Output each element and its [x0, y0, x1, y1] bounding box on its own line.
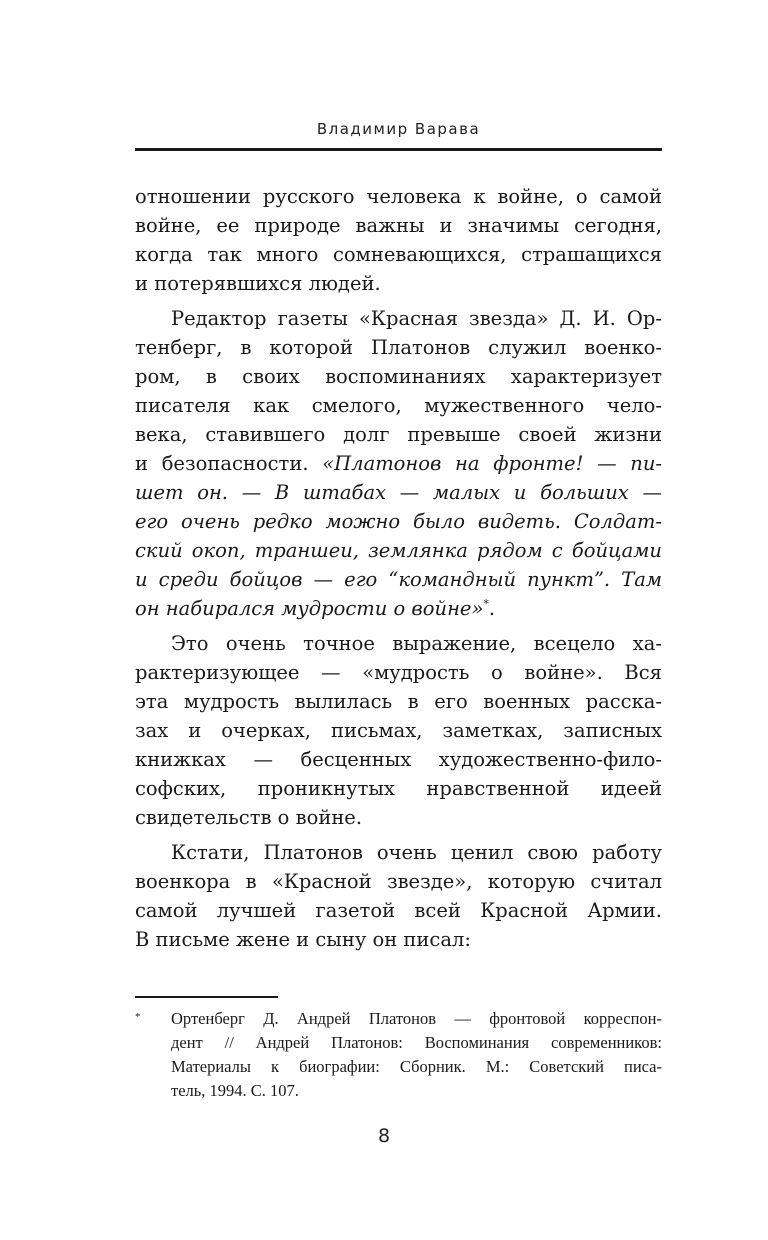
quote-line: ский окоп, траншеи, землянка рядом с бойцами	[135, 539, 662, 562]
footnote-line: дент // Андрей Платонов: Воспоминания современников:	[171, 1033, 662, 1052]
text-line: Редактор газеты «Красная звезда» Д. И. Ор-	[171, 307, 662, 330]
running-header: Владимир Варава	[316, 120, 481, 138]
text-line: войне, ее природе важны и значимы сегодня,	[135, 214, 662, 237]
text-line: ром, в своих воспоминаниях характеризует	[135, 365, 662, 388]
text-line: отношении русского человека к войне, о самой	[135, 185, 662, 208]
text-line: самой лучшей газетой всей Красной Армии.	[135, 899, 662, 922]
quote-line: он набирался мудрости о войне»*.	[135, 597, 496, 620]
text-line: книжках — бесценных художественно-фило-	[135, 748, 662, 771]
footnote	[135, 1007, 662, 1103]
text-line: Кстати, Платонов очень ценил свою работу	[171, 841, 662, 864]
quote-line: его очень редко можно было видеть. Солдат-	[135, 510, 662, 533]
quote-segment: «Платонов на фронте! — пи-	[322, 452, 662, 475]
text-line: эта мудрость вылилась в его военных расска-	[135, 690, 662, 713]
text-line	[135, 449, 662, 478]
text-line: военкора в «Красной звезде», которую считал	[135, 870, 662, 893]
text-line: когда так много сомневающихся, страшащихся	[135, 243, 662, 266]
footnote-line: Ортенберг Д. Андрей Платонов — фронтовой корреспон-	[171, 1009, 662, 1028]
quote-line: шет он. — В штабах — малых и больших —	[135, 481, 662, 504]
text-line: зах и очерках, письмах, заметках, записных	[135, 719, 662, 742]
footnote-line: Материалы к биографии: Сборник. М.: Советский писа-	[171, 1057, 662, 1076]
footnote-line: тель, 1994. С. 107.	[171, 1081, 299, 1100]
footnote-mark: *	[135, 1011, 141, 1023]
header-rule	[135, 148, 662, 151]
text-line: писателя как смелого, мужественного чело-	[135, 394, 662, 417]
footnote-rule	[135, 996, 278, 998]
quote-line: и среди бойцов — его “командный пункт”. Там	[135, 568, 662, 591]
text-line: тенберг, в которой Платонов служил военко-	[135, 336, 662, 359]
main-text	[135, 182, 662, 954]
text-line: софских, проникнутых нравственной идеей	[135, 777, 662, 800]
text-line: и потерявшихся людей.	[135, 272, 381, 295]
plain-segment: и безопасности.	[135, 452, 323, 475]
text-line: рактеризующее — «мудрость о войне». Вся	[135, 661, 662, 684]
page-number: 8	[377, 1125, 391, 1147]
text-line: свидетельств о войне.	[135, 806, 363, 829]
footnote-reference[interactable]: *	[483, 597, 489, 611]
text-line: века, ставившего долг превыше своей жизни	[135, 423, 662, 446]
text-line: В письме жене и сыну он писал:	[135, 928, 471, 951]
text-line: Это очень точное выражение, всецело ха-	[171, 632, 662, 655]
